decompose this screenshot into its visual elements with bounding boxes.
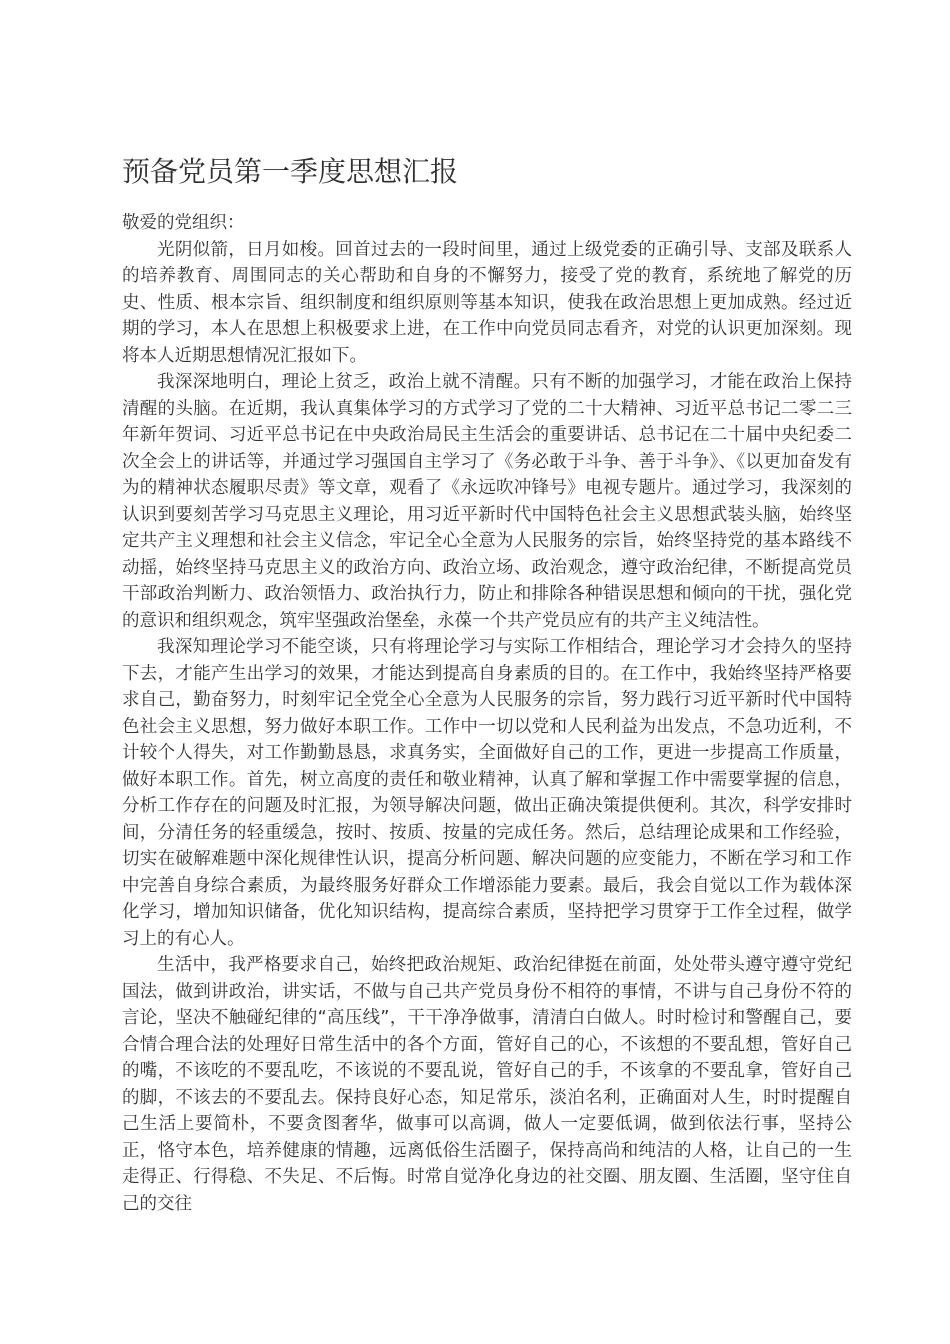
paragraph: 我深知理论学习不能空谈，只有将理论学习与实际工作相结合，理论学习才会持久的坚持下去，才能产生出学习的效果，才能达到提高自身素质的目的。在工作中，我始终坚持严格要求自己，勤奋努力，时刻牢记全党全心全意为人民服务的宗旨，努力践行习近平新时代中国特色社会主义思想，努力做好本职工作。工作中一切以党和人民利益为出发点，不急功近利，不计较个人得失，对工作勤勤恳恳，求真务实，全面做好自己的工作，更进一步提高工作质量，做好本职工作。首先，树立高度的责任和敬业精神，认真了解和掌握工作中需要掌握的信息，分析工作存在的问题及时汇报，为领导解决问题，做出正确决策提供便利。其次，科学安排时间，分清任务的轻重缓急，按时、按质、按量的完成任务。然后，总结理论成果和工作经验，切实在破解难题中深化规律性认识，提高分析问题、解决问题的应变能力，不断在学习和工作中完善自身综合素质，为最终服务好群众工作增添能力要素。最后，我会自觉以工作为载体深化学习，增加知识储备，优化知识结构，提高综合素质，坚持把学习贯穿于工作全过程，做学习上的有心人。 [122, 637, 852, 949]
greeting: 敬爱的党组织： [122, 213, 245, 233]
paragraph: 生活中，我严格要求自己，始终把政治规矩、政治纪律挺在前面，处处带头遵守遵守党纪国法，做到讲政治，讲实话，不做与自己共产党员身份不相符的事情，不讲与自己身份不符的言论，坚决不触碰纪律的“高压线”，干干净净做事，清清白白做人。时时检讨和警醒自己，要合情合理合法的处理好日常生活中的各个方面，管好自己的心，不该想的不要乱想，管好自己的嘴，不该吃的不要乱吃，不该说的不要乱说，管好自己的手，不该拿的不要乱拿，管好自己的脚，不该去的不要乱去。保持良好心态，知足常乐，淡泊名利，正确面对人生，时时提醒自己生活上要简朴，不要贪图奢华，做事可以高调，做人一定要低调，做到依法行事，坚持公正，恪守本色，培养健康的情趣，远离低俗生活圈子，保持高尚和纯洁的人格，让自己的一生走得正、行得稳、不失足、不后悔。时常自觉净化身边的社交圈、朋友圈、生活圈，坚守住自己的交往 [122, 955, 852, 1214]
document-title: 预备党员第一季度思想汇报 [122, 155, 459, 188]
paragraph: 光阴似箭，日月如梭。回首过去的一段时间里，通过上级党委的正确引导、支部及联系人的培养教育、周围同志的关心帮助和自身的不懈努力，接受了党的教育，系统地了解党的历史、性质、根本宗旨、组织制度和组织原则等基本知识，使我在政治思想上更加成熟。经过近期的学习，本人在思想上积极要求上进，在工作中向党员同志看齐，对党的认识更加深刻。现将本人近期思想情况汇报如下。 [122, 239, 852, 366]
document-body [122, 210, 852, 1217]
paragraph: 我深深地明白，理论上贫乏，政治上就不清醒。只有不断的加强学习，才能在政治上保持清醒的头脑。在近期，我认真集体学习的方式学习了党的二十大精神、习近平总书记二零二三年新年贺词、习近平总书记在中央政治局民主生活会的重要讲话、总书记在二十届中央纪委二次全会上的讲话等，并通过学习强国自主学习了《务必敢于斗争、善于斗争》、《以更加奋发有为的精神状态履职尽责》等文章，观看了《永远吹冲锋号》电视专题片。通过学习，我深刻的认识到要刻苦学习马克思主义理论，用习近平新时代中国特色社会主义思想武装头脑，始终坚定共产主义理想和社会主义信念，牢记全心全意为人民服务的宗旨，始终坚持党的基本路线不动摇，始终坚持马克思主义的政治方向、政治立场、政治观念，遵守政治纪律，不断提高党员干部政治判断力、政治领悟力、政治执行力，防止和排除各种错误思想和倾向的干扰，强化党的意识和组织观念，筑牢坚强政治堡垒，永葆一个共产党员应有的共产主义纯洁性。 [122, 372, 852, 631]
